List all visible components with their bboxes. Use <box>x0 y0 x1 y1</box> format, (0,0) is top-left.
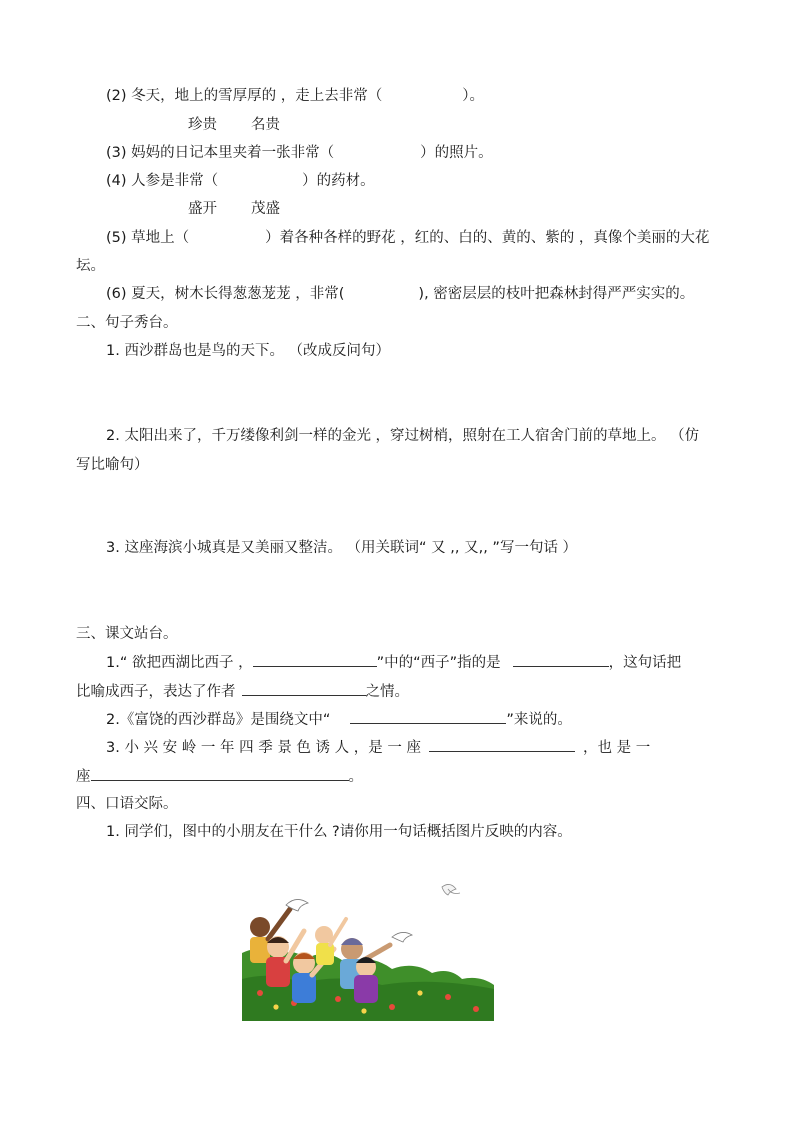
item-2-text: (2) 冬天，地上的雪厚厚的 ，走上去非常（ <box>106 88 383 104</box>
word-options-2 <box>188 199 280 219</box>
section-heading-3: 三、课文站台。 <box>76 626 178 642</box>
item-3-end: ）的照片。 <box>420 145 493 161</box>
lesson-task-1-text: 1.“ 欲把西湖比西子 ， <box>106 655 253 671</box>
item-6-rest: ), 密密层层的枝叶把森林封得严严实实的。 <box>418 286 695 302</box>
item-5-rest: ）着各种各样的野花 ，红的、白的、黄的、紫的 ，真像个美丽的大花 <box>265 230 710 246</box>
question-item-5 <box>106 228 709 248</box>
item-3-text: (3) 妈妈的日记本里夹着一张非常（ <box>106 145 335 161</box>
item-6-text: (6) 夏天，树木长得葱葱茏茏 ，非常( <box>106 286 345 302</box>
blank-line[interactable] <box>513 652 609 667</box>
option-word: 珍贵 <box>188 117 217 133</box>
item-5-tail: 坛。 <box>76 258 105 274</box>
blank-line[interactable] <box>350 709 506 724</box>
blank-line[interactable] <box>429 737 575 752</box>
lesson-task-3-tail: 。 <box>348 769 363 785</box>
sentence-task-2-cont: 写比喻句） <box>76 457 149 473</box>
item-2-end: ）。 <box>462 88 485 104</box>
item-4-text: (4) 人参是非常（ <box>106 173 219 189</box>
blank-line[interactable] <box>253 652 377 667</box>
sentence-task-3: 3. 这座海滨小城真是又美丽又整洁。 （用关联词“ 又 ,, 又,, ”写一句话 ） <box>106 540 578 556</box>
oral-task-1: 1. 同学们，图中的小朋友在干什么 ?请你用一句话概括图片反映的内容。 <box>106 824 572 840</box>
children-releasing-doves-illustration <box>242 875 494 1021</box>
lesson-task-1-cont <box>76 681 409 702</box>
lesson-task-3-text: 3. 小 兴 安 岭 一 年 四 季 景 色 诱 人 ，是 一 座 <box>106 740 421 756</box>
question-item-4 <box>106 171 375 191</box>
word-options-1 <box>188 115 280 135</box>
sentence-task-1: 1. 西沙群岛也是鸟的天下。 （改成反问句） <box>106 343 391 359</box>
lesson-task-1-tail: 之情。 <box>365 684 409 700</box>
lesson-task-3-cont <box>76 766 363 787</box>
lesson-task-3-seat: 座 <box>76 769 91 785</box>
dove-icon <box>442 884 460 895</box>
question-item-2 <box>106 86 484 106</box>
lesson-task-2 <box>106 709 572 730</box>
section-heading-2: 二、句子秀台。 <box>76 315 178 331</box>
question-item-6 <box>106 284 694 304</box>
option-word: 盛开 <box>188 201 217 217</box>
lesson-task-2-end: ”来说的。 <box>506 712 572 728</box>
sentence-task-2: 2. 太阳出来了，千万缕像利剑一样的金光 ，穿过树梢，照射在工人宿舍门前的草地上。 （仿 <box>106 428 700 444</box>
lesson-task-1-mid: ”中的“西子”指的是 <box>376 655 501 671</box>
option-word: 茂盛 <box>251 201 280 217</box>
lesson-task-1 <box>106 652 681 673</box>
lesson-task-1-text2: 比喻成西子，表达了作者 <box>76 684 236 700</box>
section-heading-4: 四、口语交际。 <box>76 796 178 812</box>
option-word: 名贵 <box>251 117 280 133</box>
question-item-3 <box>106 143 493 163</box>
item-5-text: (5) 草地上（ <box>106 230 190 246</box>
item-4-end: ）的药材。 <box>302 173 375 189</box>
child-figure <box>354 957 378 1003</box>
lesson-task-3-mid: ，也 是 一 <box>582 740 651 756</box>
lesson-task-1-end: ，这句话把 <box>608 655 682 671</box>
lesson-task-3 <box>106 737 650 758</box>
question-item-5-cont <box>76 256 105 276</box>
lesson-task-2-text: 2.《富饶的西沙群岛》是围绕文中“ <box>106 712 331 728</box>
blank-line[interactable] <box>91 766 349 781</box>
blank-line[interactable] <box>242 681 366 696</box>
